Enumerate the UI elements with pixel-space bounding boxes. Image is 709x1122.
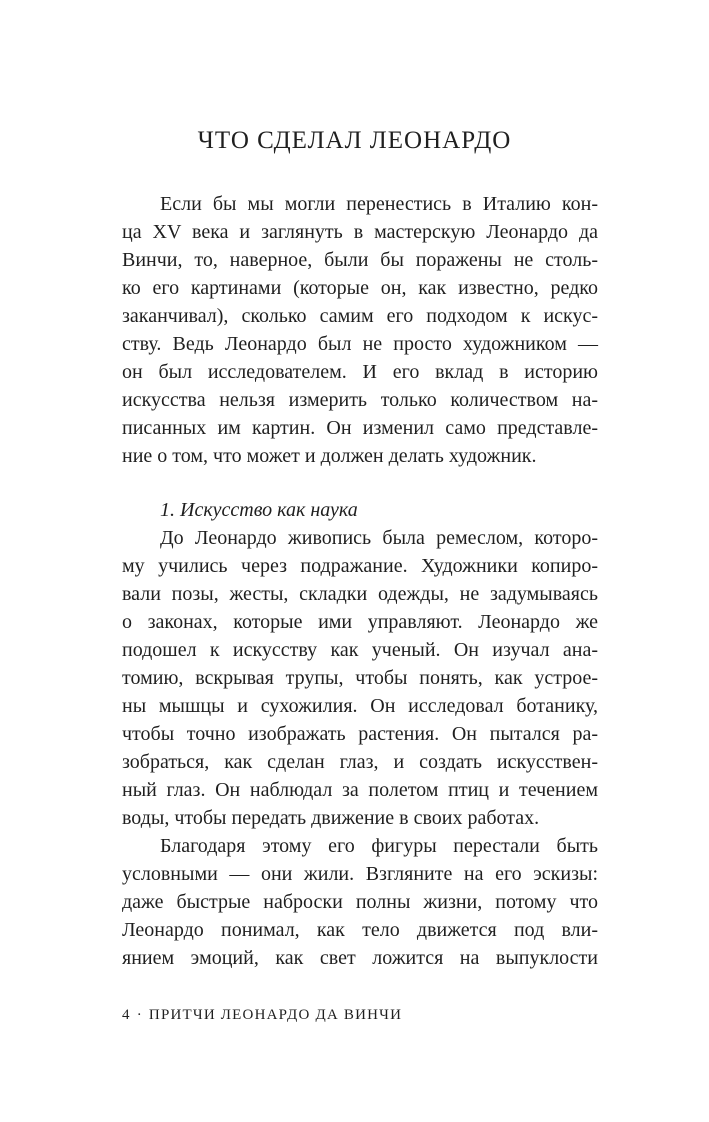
- text-line: Если бы мы могли перенестись в Италию кон-: [160, 193, 598, 215]
- paragraph: [122, 832, 598, 972]
- text-line: вали позы, жесты, складки одежды, не задумываясь: [122, 583, 598, 605]
- text-line: искусства нельзя измерить только количеством на-: [122, 389, 598, 411]
- text-line: янием эмоций, как свет ложится на выпуклости: [122, 947, 598, 969]
- text-line: о законах, которые ими управляют. Леонардо же: [122, 611, 598, 633]
- text-line: Леонардо понимал, как тело движется под вли-: [122, 919, 598, 941]
- text-line: условными — они жили. Взгляните на его эскизы:: [122, 863, 598, 885]
- text-line: ко его картинами (которые он, как известно, редко: [122, 277, 598, 299]
- chapter-title: ЧТО СДЕЛАЛ ЛЕОНАРДО: [197, 127, 512, 154]
- text-line: даже быстрые наброски полны жизни, потому что: [122, 891, 598, 913]
- page-number: 4: [122, 1007, 131, 1023]
- text-line: му учились через подражание. Художники копиро-: [122, 555, 598, 577]
- text-line: ца XV века и заглянуть в мастерскую Леонардо да: [122, 221, 598, 243]
- text-line: воды, чтобы передать движение в своих работах.: [122, 807, 540, 829]
- text-line: чтобы точно изображать растения. Он пытался ра-: [122, 723, 598, 745]
- text-line: он был исследователем. И его вклад в историю: [122, 361, 598, 383]
- text-line: ству. Ведь Леонардо был не просто художником —: [122, 333, 598, 355]
- text-line: ный глаз. Он наблюдал за полетом птиц и течением: [122, 779, 598, 801]
- text-line: заканчивал), сколько самим его подходом к искус-: [122, 305, 598, 327]
- text-line: томию, вскрывая трупы, чтобы понять, как устрое-: [122, 667, 598, 689]
- page-footer: [122, 1007, 402, 1024]
- text-line: ны мышцы и сухожилия. Он исследовал ботанику,: [122, 695, 598, 717]
- text-line: подошел к искусству как ученый. Он изучал ана-: [122, 639, 598, 661]
- section-heading: 1. Искусство как наука: [160, 499, 358, 521]
- page-content: [122, 190, 598, 972]
- running-title: ПРИТЧИ ЛЕОНАРДО ДА ВИНЧИ: [148, 1007, 403, 1023]
- text-line: Благодаря этому его фигуры перестали быть: [160, 835, 598, 857]
- text-line: зобраться, как сделан глаз, и создать искусствен-: [122, 751, 598, 773]
- paragraph: [122, 190, 598, 470]
- text-line: До Леонардо живопись была ремеслом, которо-: [160, 527, 598, 549]
- text-line: ние о том, что может и должен делать художник.: [122, 445, 537, 467]
- text-line: Винчи, то, наверное, были бы поражены не столь-: [122, 249, 598, 271]
- footer-separator: ·: [136, 1007, 143, 1023]
- text-line: писанных им картин. Он изменил само представле-: [122, 417, 598, 439]
- paragraph: [122, 524, 598, 832]
